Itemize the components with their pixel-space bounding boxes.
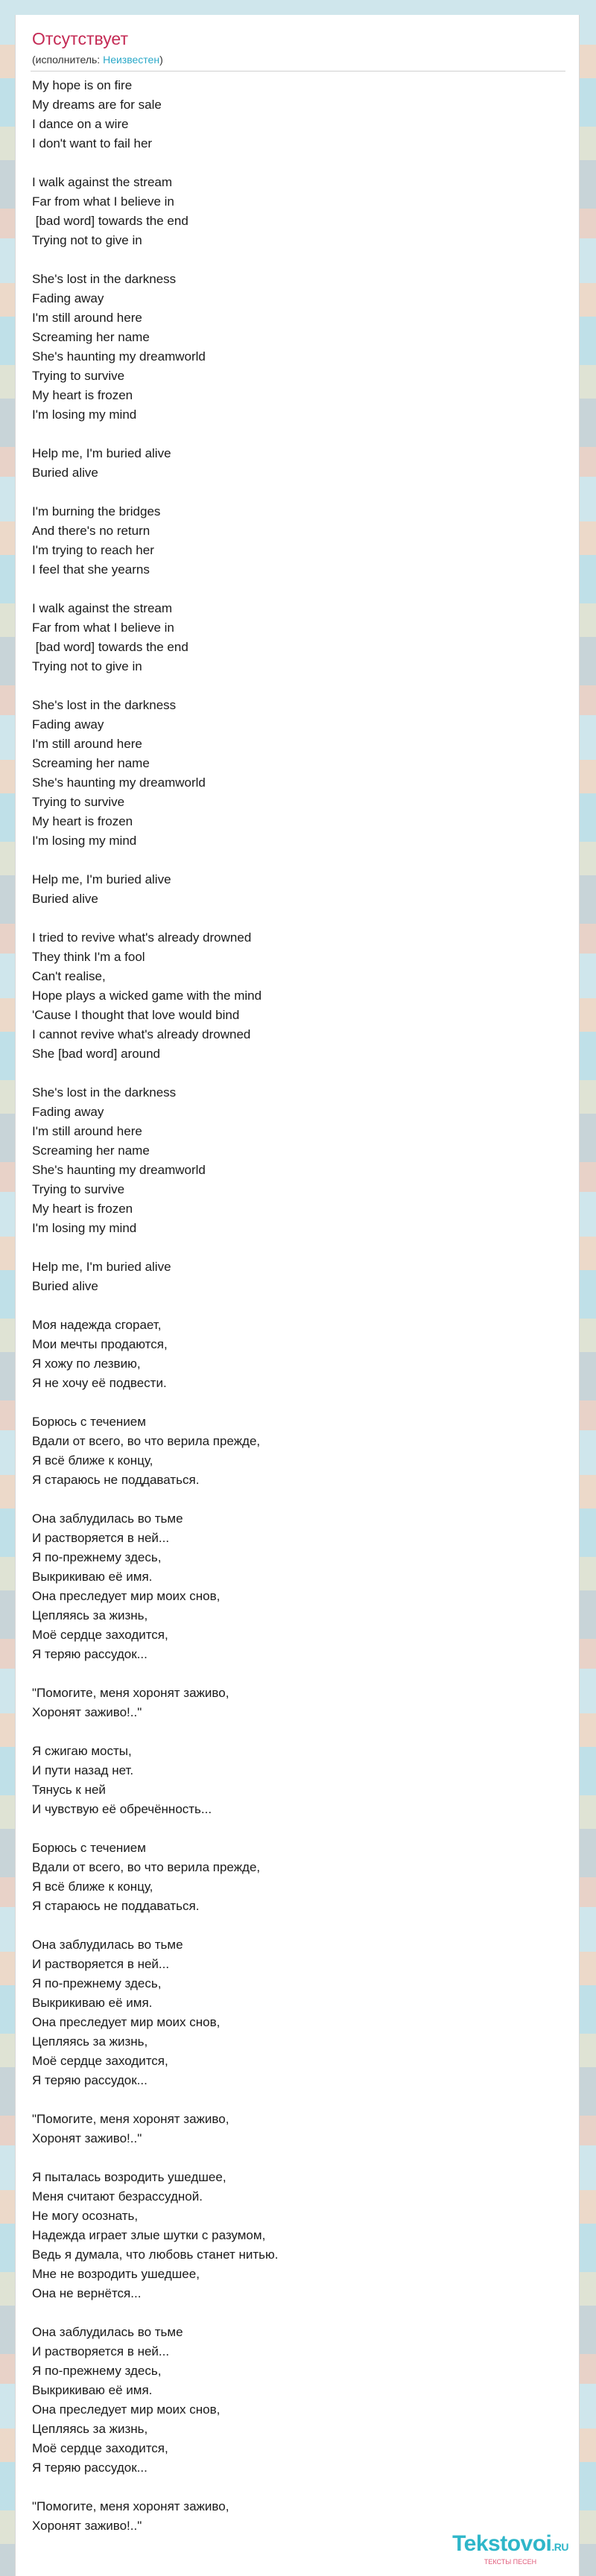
- lyrics-line: Ведь я думала, что любовь станет нитью.: [32, 2247, 279, 2262]
- lyrics-line: [bad word] towards the end: [32, 214, 188, 228]
- lyrics-line: I feel that she yearns: [32, 562, 150, 577]
- lyrics-stanza: [32, 270, 554, 425]
- lyrics-line: Я стараюсь не поддаваться.: [32, 1899, 200, 1913]
- lyrics-line: Вдали от всего, во что верила прежде,: [32, 1434, 261, 1448]
- lyrics-stanza: [32, 870, 554, 909]
- lyrics-stanza: [32, 1684, 554, 1722]
- lyrics-line: Хоронят заживо!..": [32, 1705, 142, 1719]
- lyrics-line: Меня считают безрассудной.: [32, 2189, 203, 2204]
- lyrics-stanza: [32, 444, 554, 483]
- lyrics-line: Хоронят заживо!..": [32, 2519, 142, 2533]
- lyrics-line: I dance on a wire: [32, 117, 129, 131]
- lyrics-line: Вдали от всего, во что верила прежде,: [32, 1860, 261, 1874]
- lyrics-line: I'm still around here: [32, 311, 142, 325]
- song-title: Отсутствует: [32, 29, 128, 48]
- lyrics-line: "Помогите, меня хоронят заживо,: [32, 1686, 229, 1700]
- lyrics-stanza: [32, 76, 554, 153]
- lyrics-stanza: [32, 1257, 554, 1296]
- lyrics-line: I walk against the stream: [32, 601, 173, 615]
- lyrics-line: Борюсь с течением: [32, 1841, 146, 1855]
- lyrics-line: И пути назад нет.: [32, 1763, 134, 1777]
- lyrics-stanza: [32, 696, 554, 851]
- lyrics-line: Screaming her name: [32, 1143, 150, 1158]
- lyrics-line: She's haunting my dreamworld: [32, 775, 206, 790]
- lyrics-line: Trying not to give in: [32, 659, 142, 673]
- lyrics-line: Buried alive: [32, 1279, 98, 1293]
- lyrics-stanza: [32, 2497, 554, 2536]
- artist-suffix: ): [159, 54, 163, 66]
- lyrics-line: Я не хочу её подвести.: [32, 1376, 167, 1390]
- lyrics-line: I tried to revive what's already drowned: [32, 930, 252, 945]
- lyrics-line: Цепляясь за жизнь,: [32, 2422, 148, 2436]
- lyrics-line: Help me, I'm buried alive: [32, 872, 171, 886]
- lyrics-line: Она заблудилась во тьме: [32, 1938, 183, 1952]
- lyrics-line: И растворяется в ней...: [32, 2344, 170, 2358]
- lyrics-line: Trying to survive: [32, 795, 125, 809]
- lyrics-stanza: [32, 2168, 554, 2303]
- lyrics-stanza: [32, 1742, 554, 1819]
- lyrics-line: 'Cause I thought that love would bind: [32, 1008, 240, 1022]
- lyrics-line: Она преследует мир моих снов,: [32, 1589, 221, 1603]
- lyrics-line: Far from what I believe in: [32, 194, 174, 209]
- lyrics-line: My dreams are for sale: [32, 98, 162, 112]
- lyrics-line: She's haunting my dreamworld: [32, 1163, 206, 1177]
- lyrics-line: Buried alive: [32, 892, 98, 906]
- site-logo[interactable]: [452, 2533, 568, 2566]
- lyrics-line: Выкрикиваю её имя.: [32, 1570, 153, 1584]
- lyrics-line: I'm losing my mind: [32, 407, 137, 422]
- lyrics-line: She's lost in the darkness: [32, 272, 177, 286]
- lyrics-line: I'm losing my mind: [32, 1221, 137, 1235]
- lyrics-line: Я теряю рассудок...: [32, 2073, 148, 2087]
- lyrics-line: Я по-прежнему здесь,: [32, 1550, 162, 1564]
- lyrics-line: Она заблудилась во тьме: [32, 1511, 183, 1526]
- artist-line: [32, 53, 163, 66]
- lyrics-line: Я всё ближе к концу,: [32, 1453, 153, 1468]
- lyrics-line: Я по-прежнему здесь,: [32, 1976, 162, 1990]
- lyrics-line: I'm losing my mind: [32, 834, 137, 848]
- lyrics-stanza: [32, 2323, 554, 2478]
- lyrics-line: И чувствую её обречённость...: [32, 1802, 212, 1816]
- lyrics-line: Не могу осознать,: [32, 2209, 139, 2223]
- lyrics-line: I walk against the stream: [32, 175, 173, 189]
- lyrics-line: My heart is frozen: [32, 388, 133, 402]
- lyrics-line: Trying to survive: [32, 1182, 125, 1196]
- lyrics-line: Моё сердце заходится,: [32, 2054, 168, 2068]
- lyrics-line: I'm still around here: [32, 1124, 142, 1138]
- lyrics-line: I'm still around here: [32, 737, 142, 751]
- lyrics-line: Она преследует мир моих снов,: [32, 2402, 221, 2417]
- lyrics-line: I'm trying to reach her: [32, 543, 154, 557]
- lyrics-line: Мне не возродить ушедшее,: [32, 2267, 200, 2281]
- lyrics-line: My heart is frozen: [32, 814, 133, 828]
- lyrics-stanza: [32, 928, 554, 1064]
- logo-tld: .RU: [551, 2541, 568, 2553]
- lyrics-line: Я стараюсь не поддаваться.: [32, 1473, 200, 1487]
- content-card: [15, 15, 580, 2576]
- lyrics-line: Trying to survive: [32, 369, 125, 383]
- lyrics-line: Я теряю рассудок...: [32, 1647, 148, 1661]
- lyrics-line: Screaming her name: [32, 756, 150, 770]
- lyrics-stanza: [32, 2110, 554, 2148]
- lyrics-line: Can't realise,: [32, 969, 106, 983]
- lyrics-line: I don't want to fail her: [32, 136, 153, 150]
- lyrics-line: Цепляясь за жизнь,: [32, 2034, 148, 2049]
- lyrics-line: She's lost in the darkness: [32, 1085, 177, 1100]
- logo-tagline: ТЕКСТЫ ПЕСЕН: [484, 2558, 537, 2566]
- lyrics-line: She [bad word] around: [32, 1047, 161, 1061]
- lyrics-line: They think I'm a fool: [32, 950, 145, 964]
- lyrics-text: [32, 76, 554, 2555]
- lyrics-line: Screaming her name: [32, 330, 150, 344]
- header-divider: [31, 71, 565, 72]
- lyrics-line: Help me, I'm buried alive: [32, 446, 171, 460]
- lyrics-line: Buried alive: [32, 466, 98, 480]
- lyrics-line: Выкрикиваю её имя.: [32, 1996, 153, 2010]
- lyrics-line: Борюсь с течением: [32, 1415, 146, 1429]
- lyrics-stanza: [32, 173, 554, 250]
- lyrics-line: Я теряю рассудок...: [32, 2461, 148, 2475]
- lyrics-line: Она заблудилась во тьме: [32, 2325, 183, 2339]
- lyrics-line: Fading away: [32, 1105, 104, 1119]
- lyrics-stanza: [32, 1935, 554, 2090]
- lyrics-line: Hope plays a wicked game with the mind: [32, 989, 262, 1003]
- lyrics-line: Я сжигаю мосты,: [32, 1744, 132, 1758]
- lyrics-line: Help me, I'm buried alive: [32, 1260, 171, 1274]
- artist-link[interactable]: Неизвестен: [103, 54, 160, 66]
- lyrics-line: Моё сердце заходится,: [32, 1628, 168, 1642]
- lyrics-line: Я пыталась возродить ушедшее,: [32, 2170, 226, 2184]
- lyrics-line: She's lost in the darkness: [32, 698, 177, 712]
- lyrics-stanza: [32, 599, 554, 676]
- logo-name: Tekstovoi: [452, 2531, 552, 2556]
- lyrics-line: She's haunting my dreamworld: [32, 349, 206, 364]
- lyrics-line: And there's no return: [32, 524, 150, 538]
- lyrics-line: I cannot revive what's already drowned: [32, 1027, 251, 1041]
- lyrics-line: Мои мечты продаются,: [32, 1337, 168, 1351]
- lyrics-line: "Помогите, меня хоронят заживо,: [32, 2499, 229, 2513]
- lyrics-line: Fading away: [32, 717, 104, 732]
- lyrics-line: Я по-прежнему здесь,: [32, 2364, 162, 2378]
- artist-prefix: (исполнитель:: [32, 54, 104, 66]
- lyrics-line: Выкрикиваю её имя.: [32, 2383, 153, 2397]
- lyrics-line: My heart is frozen: [32, 1202, 133, 1216]
- lyrics-line: Она не вернётся...: [32, 2286, 142, 2300]
- lyrics-line: "Помогите, меня хоронят заживо,: [32, 2112, 229, 2126]
- lyrics-line: Тянусь к ней: [32, 1783, 106, 1797]
- lyrics-line: Я всё ближе к концу,: [32, 1879, 153, 1894]
- lyrics-stanza: [32, 502, 554, 580]
- lyrics-line: Fading away: [32, 291, 104, 305]
- lyrics-line: И растворяется в ней...: [32, 1957, 170, 1971]
- lyrics-line: Цепляясь за жизнь,: [32, 1608, 148, 1622]
- lyrics-stanza: [32, 1083, 554, 1238]
- lyrics-line: Надежда играет злые шутки с разумом,: [32, 2228, 266, 2242]
- lyrics-line: Far from what I believe in: [32, 621, 174, 635]
- lyrics-line: My hope is on fire: [32, 78, 133, 92]
- lyrics-line: И растворяется в ней...: [32, 1531, 170, 1545]
- lyrics-stanza: [32, 1509, 554, 1664]
- lyrics-line: Она преследует мир моих снов,: [32, 2015, 221, 2029]
- lyrics-line: Моё сердце заходится,: [32, 2441, 168, 2455]
- lyrics-line: Хоронят заживо!..": [32, 2131, 142, 2145]
- lyrics-line: Моя надежда сгорает,: [32, 1318, 162, 1332]
- lyrics-line: Я хожу по лезвию,: [32, 1357, 141, 1371]
- lyrics-stanza: [32, 1412, 554, 1490]
- lyrics-line: [bad word] towards the end: [32, 640, 188, 654]
- lyrics-stanza: [32, 1839, 554, 1916]
- lyrics-line: I'm burning the bridges: [32, 504, 161, 518]
- lyrics-stanza: [32, 1316, 554, 1393]
- lyrics-line: Trying not to give in: [32, 233, 142, 247]
